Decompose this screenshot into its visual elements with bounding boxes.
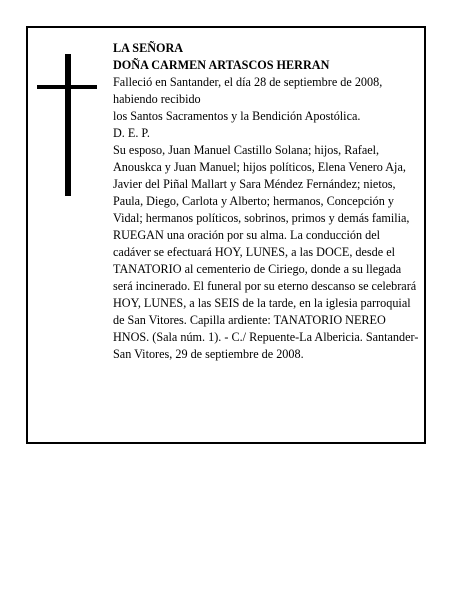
notice-heading: LA SEÑORA [113, 41, 184, 55]
funeral-details: RUEGAN una oración por su alma. La conducción del cadáver se efectuará HOY, LUNES, a las DOCE, desde el TANATORIO al cementerio de Ciriego, donde a su llegada será incinerado. El funeral por su eterno descanso se celebrará HOY, LUNES, a las SEIS de la tarde, en la iglesia parroquial de San Vitores. Capilla ardiente: TANATORIO NEREO HNOS. (Sala núm. 1). - C./ Repuente-La Albericia. Santander-San Vitores, 29 de septiembre de 2008. [113, 228, 419, 361]
obituary-text [113, 40, 419, 363]
death-statement: Falleció en Santander, el día 28 de septiembre de 2008, habiendo recibido [113, 75, 383, 106]
deceased-name: DOÑA CARMEN ARTASCOS HERRAN [113, 58, 330, 72]
cross-icon-vertical-bar [65, 54, 71, 196]
sacraments-statement: los Santos Sacramentos y la Bendición Apostólica. [113, 109, 361, 123]
rip-abbreviation: D. E. P. [113, 126, 150, 140]
cross-icon-horizontal-bar [37, 85, 97, 89]
family-list: Su esposo, Juan Manuel Castillo Solana; hijos, Rafael, Anouskca y Juan Manuel; hijos políticos, Elena Venero Aja, Javier del Piñal Mallart y Sara Méndez Fernández; nietos, Paula, Diego, Carlota y Alberto; hermanos, Concepción y Vidal; hermanos políticos, sobrinos, primos y demás familia, [113, 143, 410, 225]
